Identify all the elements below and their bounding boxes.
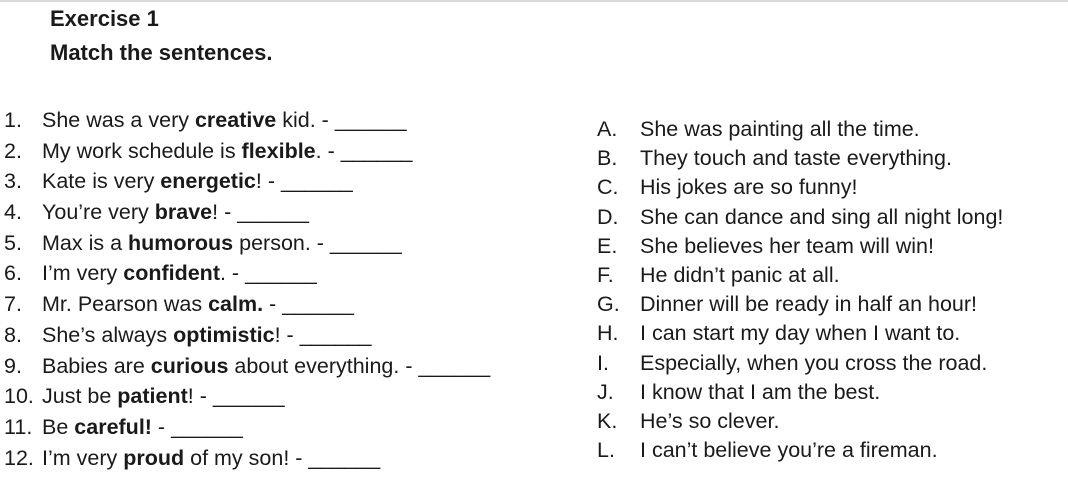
answer-blank[interactable]: ______ bbox=[237, 200, 309, 225]
sentence-text: She was a very bbox=[42, 108, 195, 132]
keyword: confident bbox=[123, 261, 220, 286]
sentence-number: 6. bbox=[4, 261, 22, 286]
sentence-item bbox=[4, 320, 490, 351]
sentence-text-end: kid. - bbox=[276, 108, 335, 132]
sentence-item bbox=[4, 289, 490, 320]
option-text: She was painting all the time. bbox=[640, 117, 920, 141]
option-text: His jokes are so funny! bbox=[640, 175, 858, 200]
keyword: brave bbox=[154, 200, 213, 225]
answer-blank[interactable]: ______ bbox=[299, 322, 372, 347]
keyword: patient bbox=[117, 384, 188, 409]
option-item bbox=[597, 290, 1003, 319]
sentence-number: 11. bbox=[4, 414, 33, 439]
keyword: flexible bbox=[241, 138, 316, 163]
option-item bbox=[597, 436, 1003, 465]
option-letter: I. bbox=[597, 350, 609, 375]
sentence-number: 7. bbox=[4, 292, 22, 317]
sentence-item bbox=[4, 228, 490, 259]
answer-blank[interactable]: ______ bbox=[340, 138, 413, 163]
sentence-text: I’m very bbox=[42, 261, 124, 286]
option-item bbox=[597, 407, 1003, 436]
answer-blank[interactable]: ______ bbox=[282, 292, 354, 317]
sentence-item bbox=[4, 443, 490, 474]
option-letter: B. bbox=[597, 146, 618, 171]
option-text: She can dance and sing all night long! bbox=[640, 204, 1004, 229]
option-item bbox=[597, 115, 1003, 144]
answer-blank[interactable]: ______ bbox=[171, 414, 243, 439]
option-letter: E. bbox=[597, 233, 618, 258]
option-letter: H. bbox=[597, 321, 619, 346]
option-text: She believes her team will win! bbox=[640, 233, 934, 258]
sentence-item bbox=[4, 381, 490, 412]
option-item bbox=[597, 144, 1003, 173]
option-letter: F. bbox=[597, 262, 614, 287]
sentence-text-end: person. - bbox=[233, 230, 330, 255]
sentence-text: She’s always bbox=[42, 322, 174, 347]
option-text: They touch and taste everything. bbox=[640, 146, 952, 171]
option-item bbox=[597, 261, 1003, 290]
sentence-text-end: - bbox=[151, 414, 172, 439]
answer-blank[interactable]: ______ bbox=[281, 169, 353, 194]
sentence-text-end: ! - bbox=[187, 384, 213, 409]
option-item bbox=[597, 173, 1003, 202]
option-list bbox=[597, 115, 1003, 465]
answer-blank[interactable]: ______ bbox=[334, 108, 407, 132]
sentence-text: You’re very bbox=[42, 200, 155, 225]
sentence-text-end: about everything. - bbox=[228, 353, 419, 378]
sentence-text-end: ! - bbox=[212, 200, 238, 225]
option-item bbox=[597, 378, 1003, 407]
sentence-item bbox=[4, 136, 490, 167]
sentence-number: 8. bbox=[4, 322, 22, 347]
option-text: Especially, when you cross the road. bbox=[640, 350, 988, 375]
keyword: curious bbox=[150, 353, 229, 378]
sentence-text-end: of my son! - bbox=[184, 445, 309, 470]
sentence-text-end: ! - bbox=[274, 322, 300, 347]
sentence-item bbox=[4, 258, 490, 289]
answer-blank[interactable]: ______ bbox=[329, 230, 402, 255]
keyword: humorous bbox=[128, 230, 234, 255]
sentence-text: Kate is very bbox=[42, 169, 161, 194]
sentence-text: Just be bbox=[42, 384, 118, 409]
sentence-text: I’m very bbox=[42, 445, 124, 470]
option-letter: G. bbox=[597, 292, 620, 317]
sentence-text: Max is a bbox=[42, 230, 129, 255]
option-text: I can’t believe you’re a fireman. bbox=[640, 438, 938, 463]
sentence-number: 3. bbox=[4, 169, 22, 194]
option-text: I know that I am the best. bbox=[640, 379, 881, 404]
sentence-text-end: . - bbox=[219, 261, 246, 286]
sentence-number: 5. bbox=[4, 230, 22, 255]
sentence-text: Mr. Pearson was bbox=[42, 292, 209, 317]
option-item bbox=[597, 203, 1003, 232]
keyword: calm. bbox=[208, 292, 264, 317]
sentence-item bbox=[4, 166, 490, 197]
sentence-text: My work schedule is bbox=[42, 138, 242, 163]
sentence-number: 10. bbox=[4, 384, 34, 409]
answer-blank[interactable]: ______ bbox=[308, 445, 381, 470]
option-text: He’s so clever. bbox=[640, 408, 780, 433]
sentence-number: 1. bbox=[4, 108, 22, 132]
keyword: careful! bbox=[74, 414, 152, 439]
sentence-number: 9. bbox=[4, 353, 22, 378]
option-letter: J. bbox=[597, 379, 614, 404]
sentence-item bbox=[4, 105, 490, 136]
keyword: creative bbox=[194, 108, 277, 132]
sentence-number: 2. bbox=[4, 138, 22, 163]
option-item bbox=[597, 319, 1003, 348]
option-letter: C. bbox=[597, 175, 619, 200]
sentence-item bbox=[4, 197, 490, 228]
option-text: I can start my day when I want to. bbox=[640, 321, 961, 346]
sentence-item bbox=[4, 351, 490, 382]
option-text: He didn’t panic at all. bbox=[640, 262, 840, 287]
sentence-number: 12. bbox=[4, 445, 34, 470]
sentence-text-end: . - bbox=[315, 138, 341, 163]
sentence-list bbox=[4, 105, 490, 473]
sentence-item bbox=[4, 412, 490, 443]
sentence-text: Be bbox=[42, 414, 75, 439]
answer-blank[interactable]: ______ bbox=[418, 353, 491, 378]
option-letter: A. bbox=[597, 117, 618, 141]
option-letter: D. bbox=[597, 204, 619, 229]
exercise-title: Exercise 1 bbox=[50, 6, 159, 31]
top-divider bbox=[0, 0, 1068, 2]
sentence-number: 4. bbox=[4, 200, 22, 225]
keyword: energetic bbox=[160, 169, 256, 194]
option-letter: L. bbox=[597, 438, 615, 463]
sentence-text: Babies are bbox=[42, 353, 151, 378]
exercise-instruction: Match the sentences. bbox=[50, 40, 273, 65]
answer-blank[interactable]: ______ bbox=[212, 384, 285, 409]
option-item bbox=[597, 232, 1003, 261]
answer-blank[interactable]: ______ bbox=[245, 261, 317, 286]
keyword: optimistic bbox=[173, 322, 275, 347]
option-text: Dinner will be ready in half an hour! bbox=[640, 292, 978, 317]
sentence-text-end: - bbox=[263, 292, 283, 317]
option-letter: K. bbox=[597, 408, 618, 433]
keyword: proud bbox=[123, 445, 185, 470]
sentence-text-end: ! - bbox=[255, 169, 281, 194]
option-item bbox=[597, 349, 1003, 378]
